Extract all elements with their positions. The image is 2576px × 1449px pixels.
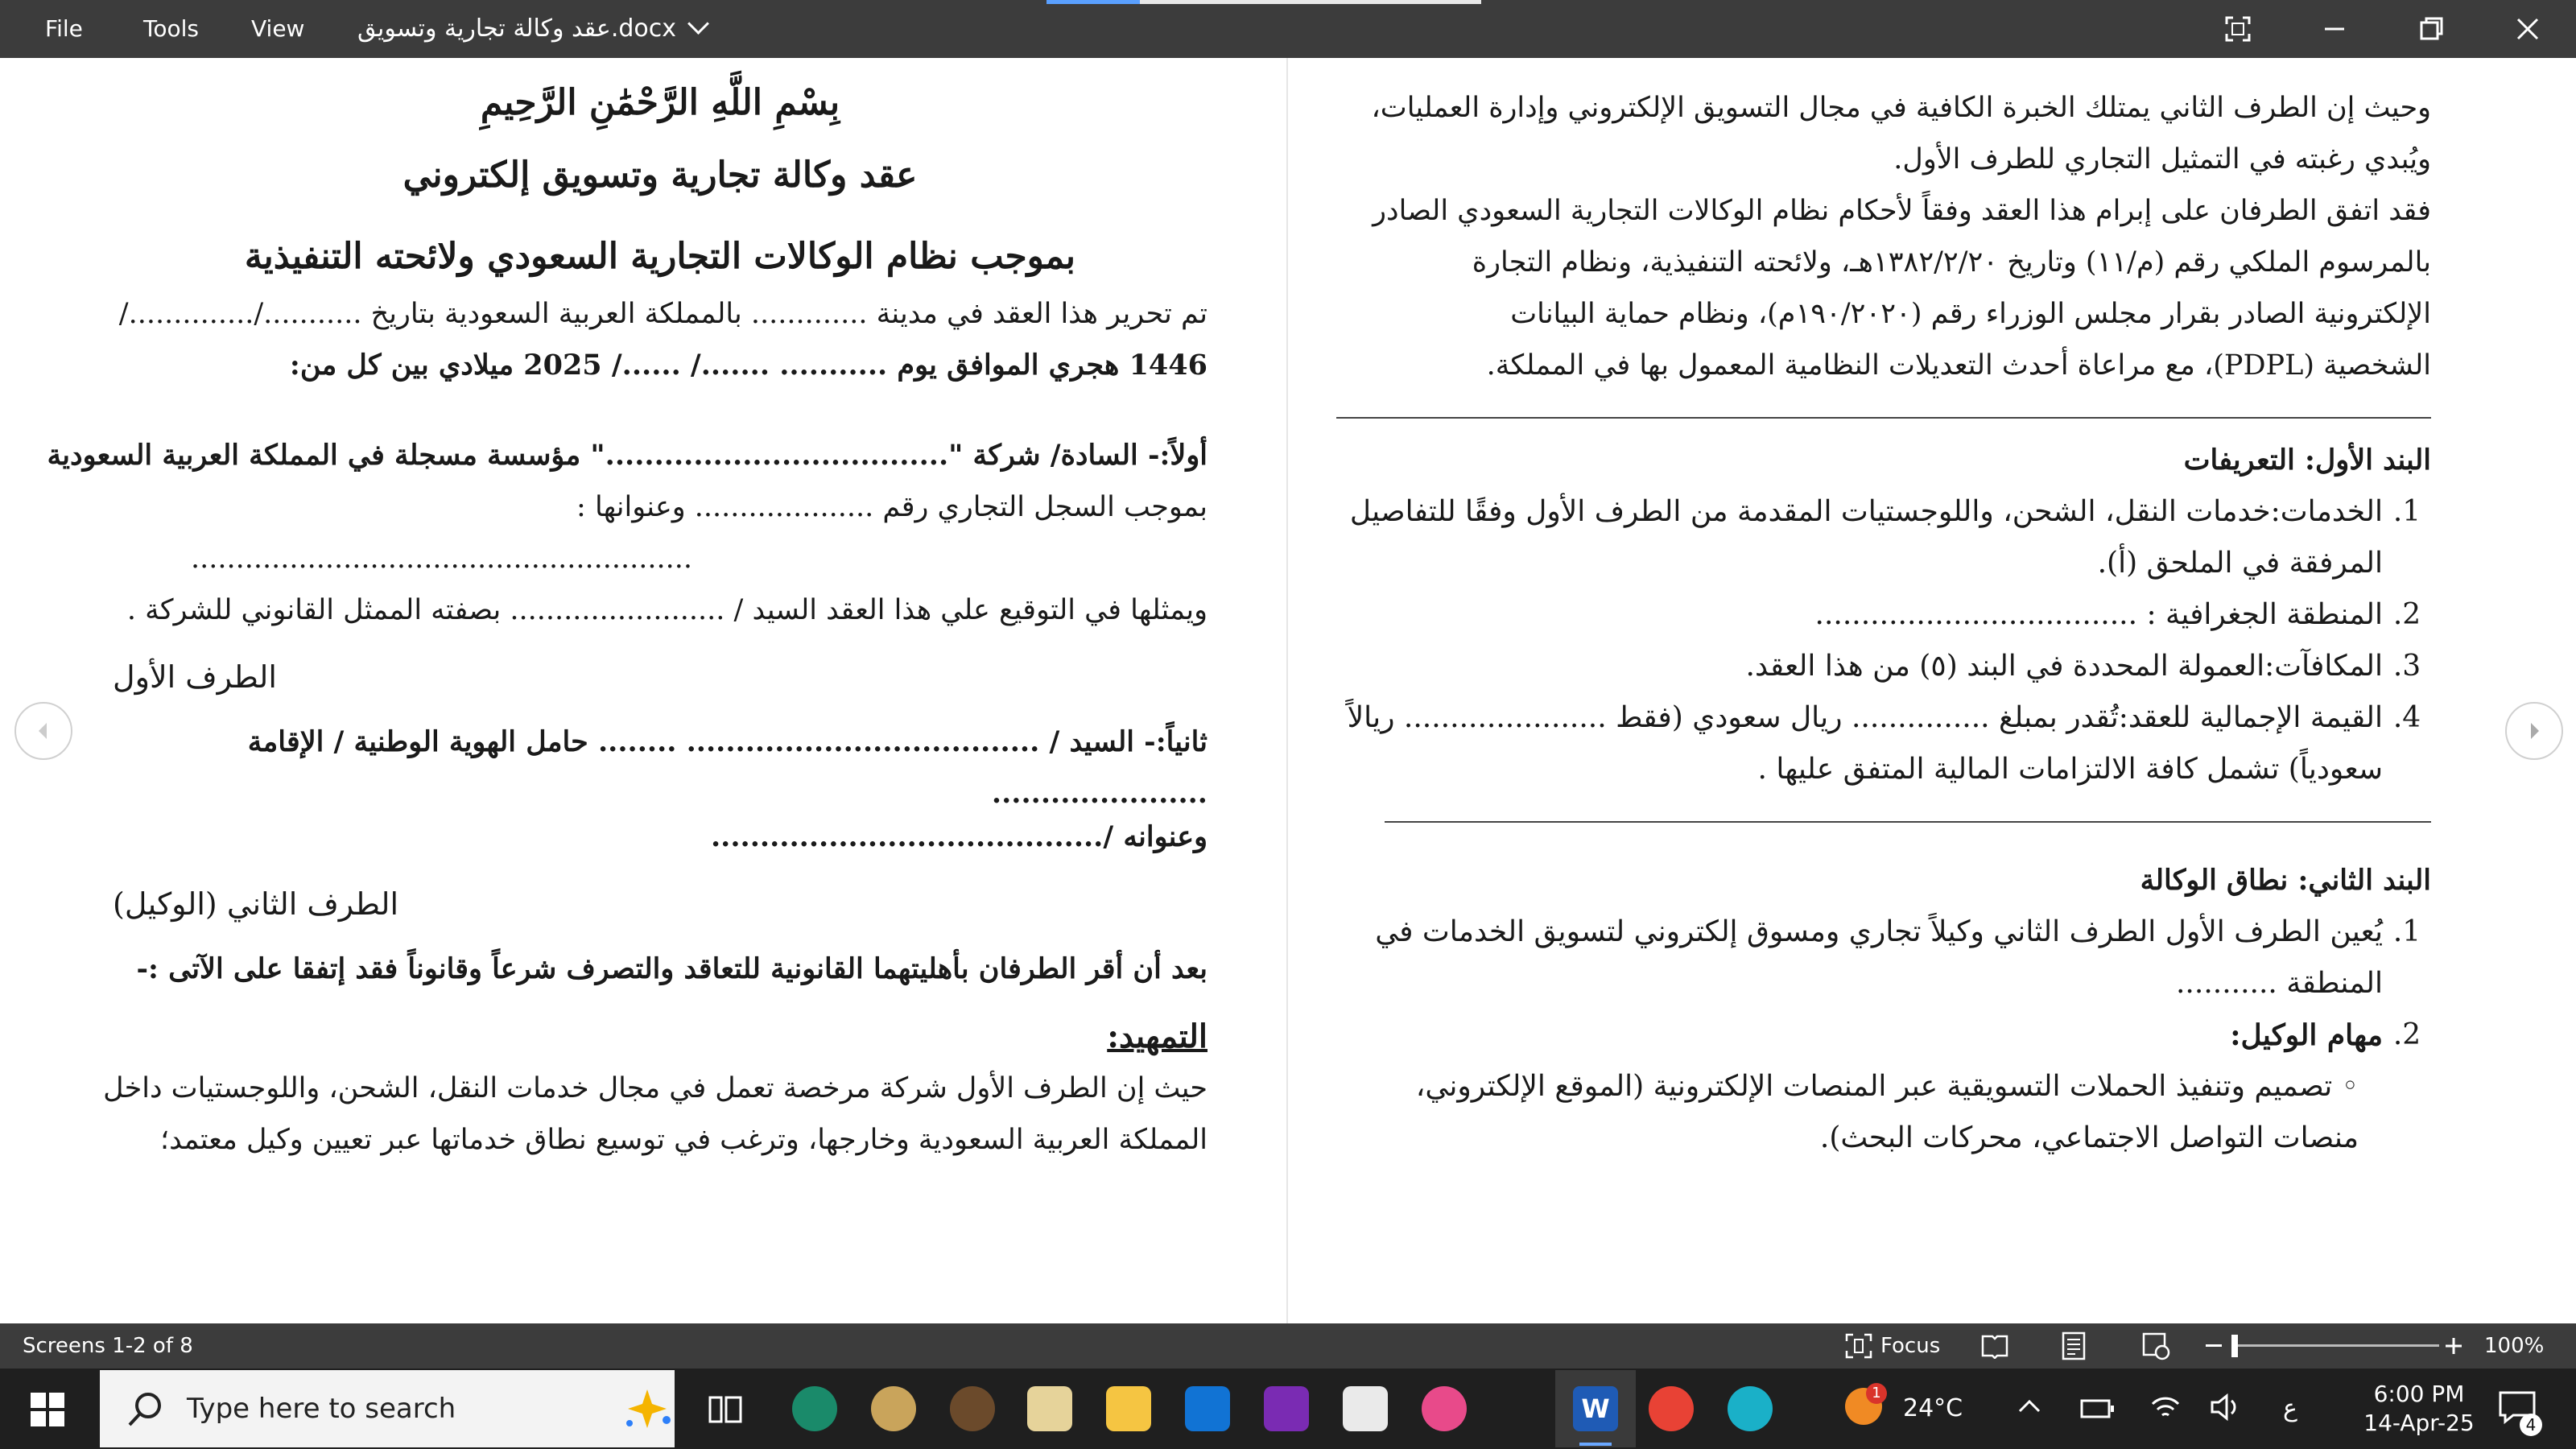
second-party-line-1: ثانياً:- السيد / .................................... ........ حامل الهوية الوطنية / الإقامة	[247, 725, 1208, 758]
section1-heading: البند الأول: التعريفات	[2183, 444, 2431, 477]
menu-view[interactable]: View	[251, 15, 305, 42]
gold-emblem-app-icon[interactable]	[871, 1386, 916, 1431]
file-explorer-icon[interactable]	[1106, 1386, 1151, 1431]
search-placeholder: Type here to search	[187, 1393, 456, 1425]
search-icon	[126, 1389, 166, 1433]
first-party-line-2: بموجب السجل التجاري رقم .................... وعنوانها :	[576, 491, 1208, 523]
status-bar	[0, 1323, 2576, 1368]
document-name-dropdown[interactable]	[357, 0, 706, 58]
second-party-line-2: ......................	[991, 777, 1208, 810]
page-divider	[1286, 58, 1288, 1323]
section-separator	[1336, 417, 2431, 419]
zoom-in-icon[interactable]	[2444, 1336, 2463, 1361]
basmala: بِسْمِ اللَّهِ الرَّحْمَٰنِ الرَّحِيمِ	[480, 82, 840, 123]
menu-tools[interactable]: Tools	[143, 15, 199, 42]
notification-count: 4	[2520, 1414, 2542, 1436]
word-icon: W	[1573, 1386, 1618, 1431]
menu-file[interactable]: File	[45, 15, 83, 42]
image-viewer-icon[interactable]	[1027, 1386, 1072, 1431]
preamble-line-1: حيث إن الطرف الأول شركة مرخصة تعمل في مجال خدمات النقل، الشحن، واللوجستيات داخل	[103, 1072, 1208, 1104]
minimize-icon[interactable]	[2317, 11, 2352, 47]
windows-start-icon[interactable]	[31, 1393, 64, 1430]
document-name: عقد وكالة تجارية وتسويق.docx	[357, 14, 676, 43]
focus-button[interactable]: Focus	[1880, 1334, 1941, 1358]
scope-item: 2. مهام الوكيل:	[2230, 1018, 2421, 1052]
party-two-label: الطرف الثاني (الوكيل)	[113, 886, 399, 922]
fullscreen-icon[interactable]	[2220, 11, 2256, 47]
sparkle-icon	[623, 1388, 671, 1435]
loading-track	[1140, 0, 1481, 4]
task-view-icon[interactable]	[708, 1393, 742, 1430]
chevron-left-icon	[32, 720, 55, 742]
onenote-icon[interactable]	[1264, 1386, 1309, 1431]
volume-icon[interactable]	[2209, 1393, 2241, 1425]
copilot-icon[interactable]	[1422, 1386, 1467, 1431]
seal-app-icon[interactable]	[950, 1386, 995, 1431]
chevron-down-icon	[687, 13, 709, 35]
chrome-icon[interactable]	[1649, 1386, 1694, 1431]
recital-line-5: الإلكترونية الصادر بقرار مجلس الوزراء رقم (١٩٠/٢٠٢٠م)، ونظام حماية البيانات	[1510, 298, 2431, 330]
preamble-line-2: المملكة العربية السعودية وخارجها، وترغب في توسيع نطاق خدماتها عبر تعيين وكيل معتمد؛	[160, 1124, 1208, 1156]
party-one-label: الطرف الأول	[113, 659, 277, 695]
print-layout-icon[interactable]	[2061, 1331, 2087, 1366]
first-party-line-3: ........................................................	[190, 543, 692, 575]
scope-item: 1. يُعين الطرف الأول الطرف الثاني وكيلاً تجاري ومسوق إلكتروني لتسويق الخدمات في المنطقة ...........	[1375, 915, 2421, 1000]
second-party-line-3: وعنوانه /........................................	[710, 820, 1208, 853]
chevron-right-icon	[2523, 720, 2545, 742]
contract-title: عقد وكالة تجارية وتسويق إلكتروني	[402, 155, 918, 196]
previous-screen-button[interactable]	[14, 702, 72, 760]
agent-task-item: ◦ تصميم وتنفيذ الحملات التسويقية عبر المنصات الإلكترونية (الموقع الإلكتروني، منصات التواصل الاجتماعي، محركات البحث).	[1415, 1070, 2359, 1154]
input-language[interactable]: ع	[2283, 1394, 2297, 1422]
section2-heading: البند الثاني: نطاق الوكالة	[2140, 864, 2431, 897]
zoom-out-icon[interactable]	[2206, 1344, 2222, 1347]
intro-line-1: تم تحرير هذا العقد في مدينة ............. بالمملكة العربية السعودية بتاريخ .........../............../	[118, 298, 1208, 330]
recital-line-2: ويُبدي رغبته في التمثيل التجاري للطرف الأول.	[1893, 143, 2431, 175]
preamble-heading: التمهيد:	[1107, 1018, 1208, 1055]
title-bar	[0, 0, 2576, 58]
temperature[interactable]: 24°C	[1903, 1394, 1963, 1422]
recital-line-6: الشخصية (PDPL)، مع مراعاة أحدث التعديلات النظامية المعمول بها في المملكة.	[1486, 349, 2431, 382]
definition-item: 2. المنطقة الجغرافية : ...................................	[1814, 598, 2421, 631]
screen-count: Screens 1-2 of 8	[23, 1334, 193, 1358]
right-page	[1336, 82, 2431, 1164]
close-icon[interactable]	[2510, 11, 2545, 47]
definition-item: 4. القيمة الإجمالية للعقد:تُقدر بمبلغ ............... ريال سعودي (فقط ...................... ريالاً سعودياً) تشمل كافة الالتزامات المالية المتفق عليها .	[1347, 701, 2421, 786]
focus-icon[interactable]	[1845, 1333, 1872, 1364]
document-view[interactable]	[0, 58, 2576, 1323]
taskbar-search-box[interactable]	[100, 1370, 675, 1447]
recital-line-3: فقد اتفق الطرفان على إبرام هذا العقد وفقاً لأحكام نظام الوكالات التجارية السعودي الصادر	[1373, 195, 2431, 227]
contract-subtitle: بموجب نظام الوكالات التجارية السعودي ولائحته التنفيذية	[244, 236, 1076, 277]
definition-item: 3. المكافآت:العمولة المحددة في البند (٥) من هذا العقد.	[1745, 650, 2421, 683]
weather-badge: 1	[1866, 1383, 1887, 1404]
first-party-line-4: ويمثلها في التوقيع علي هذا العقد السيد / ........................ بصفته الممثل القانوني للشركة .	[126, 594, 1208, 626]
recital-line-1: وحيث إن الطرف الثاني يمتلك الخبرة الكافية في مجال التسويق الإلكتروني وإدارة العمليات،	[1371, 92, 2431, 124]
recital-line-4: بالمرسوم الملكي رقم (م/١١) وتاريخ ١٣٨٢/٢/٢٠هـ، ولائحته التنفيذية، ونظام التجارة	[1472, 246, 2431, 279]
intro-line-2: 1446 هجري الموافق يوم ........... ......./ ....../ 2025 ميلادي بين كل من:	[289, 349, 1208, 382]
canva-icon[interactable]	[1728, 1386, 1773, 1431]
outlook-icon[interactable]	[1185, 1386, 1230, 1431]
zoom-level[interactable]: 100%	[2484, 1334, 2545, 1358]
left-page	[47, 82, 1208, 1166]
word-active-tab[interactable]	[1555, 1370, 1636, 1447]
system-clock[interactable]	[2359, 1380, 2479, 1438]
battery-icon[interactable]	[2080, 1396, 2116, 1423]
clock-date: 14-Apr-25	[2363, 1410, 2475, 1436]
agreement-statement: بعد أن أقر الطرفان بأهليتهما القانونية للتعاقد والتصرف شرعاً وقانوناً فقد إتفقا على الآتى :-	[136, 952, 1208, 985]
zoom-slider-thumb[interactable]	[2231, 1335, 2238, 1357]
edge-browser-icon[interactable]	[792, 1386, 837, 1431]
agent-task-text: تصميم وتنفيذ الحملات التسويقية عبر المنصات الإلكترونية (الموقع الإلكتروني، منصات التواصل الاجتماعي، محركات البحث).	[1415, 1070, 2359, 1154]
wifi-icon[interactable]	[2149, 1393, 2182, 1425]
next-screen-button[interactable]	[2505, 702, 2563, 760]
read-mode-icon[interactable]	[1980, 1333, 2009, 1364]
chevron-up-icon[interactable]	[2017, 1397, 2041, 1417]
section-separator	[1385, 821, 2431, 823]
microsoft-store-icon[interactable]	[1343, 1386, 1388, 1431]
first-party-line-1: أولاً:- السادة/ شركة "..................................." مؤسسة مسجلة في المملكة العربية السعودية	[47, 439, 1208, 472]
clock-time: 6:00 PM	[2373, 1381, 2465, 1407]
taskbar	[0, 1368, 2576, 1449]
loading-progress	[1046, 0, 1140, 4]
definition-item: 1. الخدمات:خدمات النقل، الشحن، واللوجستيات المقدمة من الطرف الأول وفقًا للتفاصيل المرفقة في الملحق (أ).	[1349, 495, 2421, 580]
web-layout-icon[interactable]	[2141, 1331, 2170, 1366]
zoom-slider-track[interactable]	[2235, 1344, 2439, 1347]
restore-icon[interactable]	[2413, 11, 2449, 47]
